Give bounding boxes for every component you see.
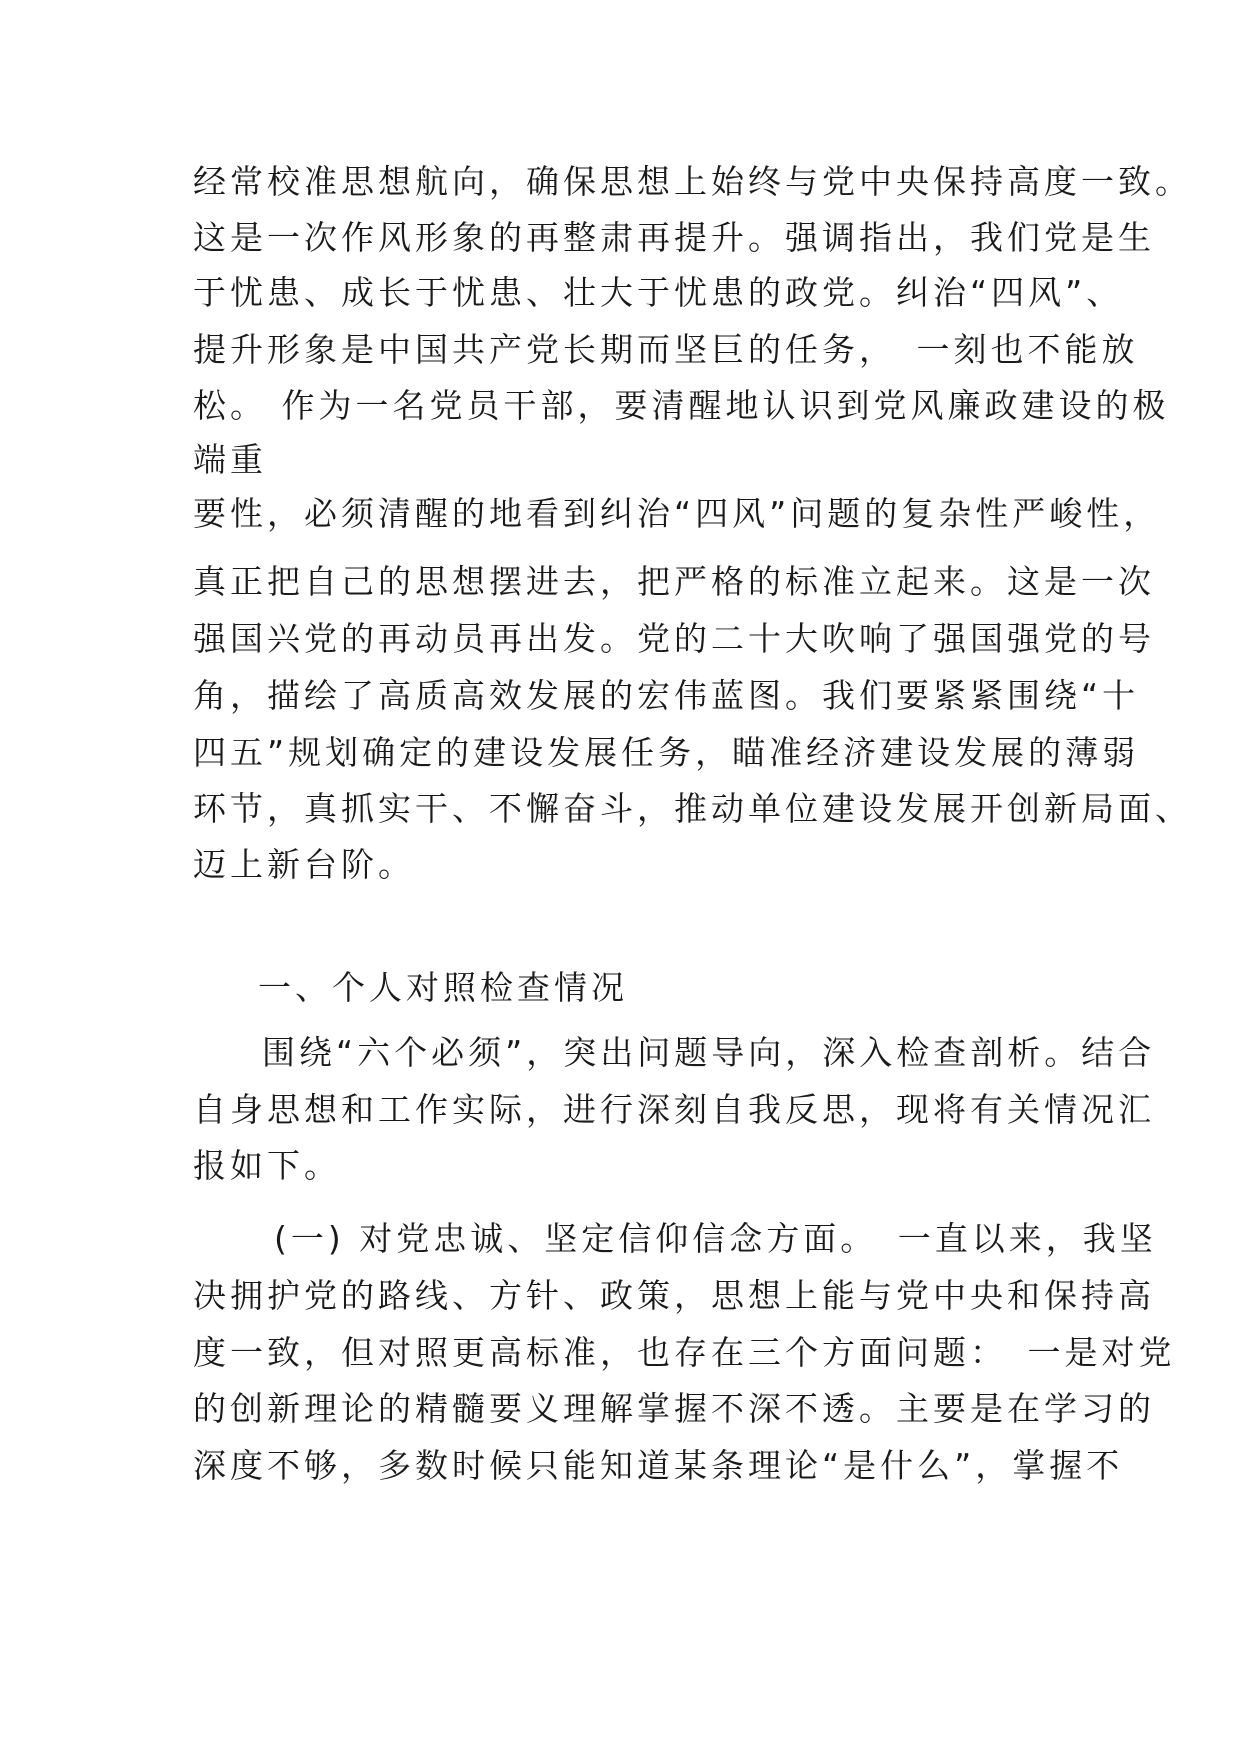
text-line: (一) 对党忠诚、坚定信仰信念方面。 一直以来，我坚	[274, 1219, 1157, 1258]
text-line: 这是一次作风形象的再整肃再提升。强调指出，我们党是生	[193, 218, 1155, 257]
text-line: 要性，必须清醒的地看到纠治“四风”问题的复杂性严峻性，	[193, 494, 1161, 533]
text-line: 四五”规划确定的建设发展任务，瞄准经济建设发展的薄弱	[193, 733, 1140, 772]
text-line: 深度不够，多数时候只能知道某条理论“是什么”，掌握不	[193, 1446, 1124, 1485]
section-heading: 一、个人对照检查情况	[258, 968, 628, 1007]
text-line: 提升形象是中国共产党长期而坚巨的任务， 一刻也不能放	[193, 330, 1139, 369]
text-line: 端重	[193, 440, 267, 479]
text-line: 经常校准思想航向，确保思想上始终与党中央保持高度一致。	[193, 162, 1192, 201]
text-line: 真正把自己的思想摆进去，把严格的标准立起来。这是一次	[193, 562, 1155, 601]
text-line: 度一致，但对照更高标准，也存在三个方面问题： 一是对党	[193, 1333, 1176, 1372]
text-line: 环节，真抓实干、不懈奋斗，推动单位建设发展开创新局面、	[193, 789, 1192, 828]
text-line: 的创新理论的精髓要义理解掌握不深不透。主要是在学习的	[193, 1389, 1155, 1428]
text-line: 迈上新台阶。	[193, 845, 415, 884]
text-line: 自身思想和工作实际，进行深刻自我反思，现将有关情况汇	[193, 1090, 1155, 1129]
text-line: 角，描绘了高质高效发展的宏伟蓝图。我们要紧紧围绕“十	[193, 676, 1140, 715]
text-line: 强国兴党的再动员再出发。党的二十大吹响了强国强党的号	[193, 619, 1155, 658]
text-line: 围绕“六个必须”，突出问题导向，深入检查剖析。结合	[262, 1033, 1156, 1072]
text-line: 决拥护党的路线、方针、政策，思想上能与党中央和保持高	[193, 1276, 1155, 1315]
text-line: 于忧患、成长于忧患、壮大于忧患的政党。纠治“四风”、	[193, 273, 1124, 312]
text-line: 报如下。	[193, 1146, 341, 1185]
text-line: 松。 作为一名党员干部，要清醒地认识到党风廉政建设的极	[193, 386, 1170, 425]
